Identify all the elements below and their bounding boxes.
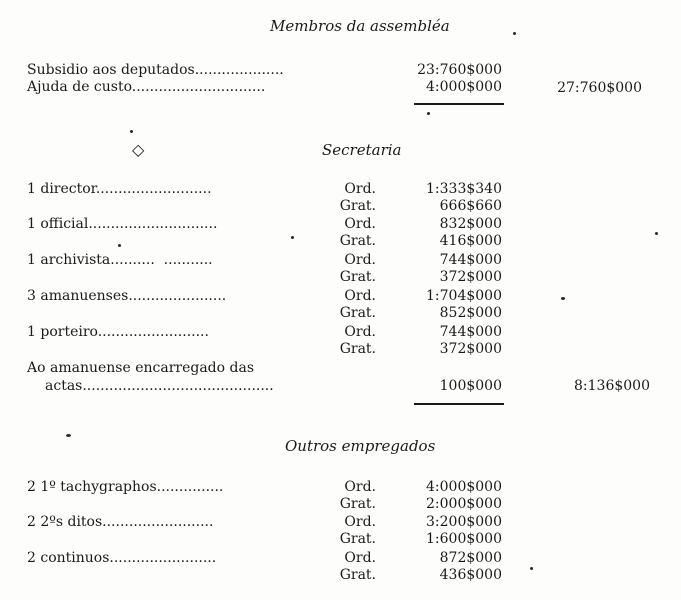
row-amount: 832$000 xyxy=(439,216,502,232)
row-kind: Ord. xyxy=(344,514,376,530)
row-amount: 1:704$000 xyxy=(426,288,502,304)
row-label: Ao amanuense encarregado das xyxy=(27,360,255,376)
row-amount: 4:000$000 xyxy=(426,79,502,95)
row-label: 2 2ºs ditos......................... xyxy=(27,514,214,530)
row-amount: 23:760$000 xyxy=(417,62,502,78)
ink-speck xyxy=(530,567,533,570)
row-amount: 3:200$000 xyxy=(426,514,502,530)
row-kind: Ord. xyxy=(344,479,376,495)
row-kind: Grat. xyxy=(339,198,376,214)
sum-rule xyxy=(414,103,504,105)
row-amount: 744$000 xyxy=(439,252,502,268)
row-label: 1 director.......................... xyxy=(27,181,212,197)
row-amount: 1:600$000 xyxy=(426,531,502,547)
row-amount: 436$000 xyxy=(439,567,502,583)
row-amount: 4:000$000 xyxy=(426,479,502,495)
row-kind: Grat. xyxy=(339,233,376,249)
section-total: 8:136$000 xyxy=(574,378,650,394)
row-kind: Grat. xyxy=(339,269,376,285)
row-label: 2 continuos........................ xyxy=(27,550,217,566)
row-amount: 2:000$000 xyxy=(426,496,502,512)
row-label: Ajuda de custo.............................. xyxy=(27,79,266,95)
ink-speck xyxy=(118,244,121,247)
row-label: 1 archivista.......... ........... xyxy=(27,252,213,268)
ink-speck xyxy=(561,297,565,300)
row-kind: Ord. xyxy=(344,550,376,566)
row-amount: 100$000 xyxy=(439,378,502,394)
row-label: 3 amanuenses...................... xyxy=(27,288,227,304)
row-kind: Grat. xyxy=(339,531,376,547)
section-heading: Secretaria xyxy=(322,141,402,159)
row-kind: Grat. xyxy=(339,305,376,321)
ink-speck xyxy=(513,32,516,35)
row-amount: 372$000 xyxy=(439,269,502,285)
row-kind: Ord. xyxy=(344,324,376,340)
section-heading: Outros empregados xyxy=(285,437,436,455)
row-kind: Ord. xyxy=(344,181,376,197)
row-kind: Grat. xyxy=(339,341,376,357)
sum-rule xyxy=(414,403,504,405)
row-kind: Ord. xyxy=(344,288,376,304)
row-kind: Grat. xyxy=(339,496,376,512)
ink-speck xyxy=(655,232,658,235)
ink-speck xyxy=(291,236,294,239)
row-label: 2 1º tachygraphos............... xyxy=(27,479,224,495)
row-kind: Grat. xyxy=(339,567,376,583)
row-label: 1 porteiro......................... xyxy=(27,324,209,340)
row-amount: 416$000 xyxy=(439,233,502,249)
row-amount: 372$000 xyxy=(439,341,502,357)
row-amount: 744$000 xyxy=(439,324,502,340)
row-amount: 852$000 xyxy=(439,305,502,321)
row-amount: 1:333$340 xyxy=(426,181,502,197)
section-heading: Membros da assembléa xyxy=(270,17,450,35)
printer-mark-icon: ◇ xyxy=(132,140,145,159)
row-label: Subsidio aos deputados.................... xyxy=(27,62,284,78)
ink-speck xyxy=(427,112,430,115)
row-amount: 666$660 xyxy=(439,198,502,214)
row-amount: 872$000 xyxy=(439,550,502,566)
ink-speck xyxy=(66,434,71,437)
row-kind: Ord. xyxy=(344,252,376,268)
row-kind: Ord. xyxy=(344,216,376,232)
section-total: 27:760$000 xyxy=(557,80,642,96)
row-label: actas........................................... xyxy=(45,378,274,394)
row-label: 1 official............................. xyxy=(27,216,218,232)
ink-speck xyxy=(130,130,133,133)
